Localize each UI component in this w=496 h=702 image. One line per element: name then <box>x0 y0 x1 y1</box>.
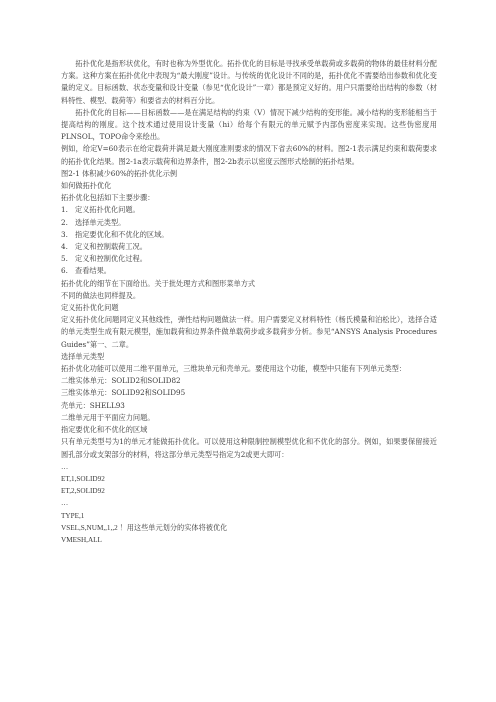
step-item: 1. 定义拓扑优化问题。 <box>61 205 140 215</box>
details-note-line-2: 不同的做法也同样提及。 <box>61 290 141 300</box>
document-page <box>61 58 437 546</box>
code-line: ET,1,SOLID92 <box>61 474 105 483</box>
step-item: 6. 查看结果。 <box>61 266 111 276</box>
step-item: 5. 定义和控制优化过程。 <box>61 254 147 264</box>
details-note-line-1: 拓扑优化的细节在下面给出。关于批处理方式和图形菜单方式 <box>61 278 256 288</box>
plane-stress-note: 二维单元用于平面应力问题。 <box>61 412 155 422</box>
section-heading-how-to: 如何做拓扑优化 <box>61 181 112 191</box>
code-line: VSEL,S,NUM,,1,,2 ！用这些单元划分的实体将被优化 <box>61 523 228 532</box>
step-item: 4. 定义和控制载荷工况。 <box>61 242 147 252</box>
element-list-item: 三维实体单元：SOLID92和SOLID95 <box>61 388 186 398</box>
steps-intro: 拓扑优化包括如下主要步骤： <box>61 193 155 203</box>
section-heading-element-type: 选择单元类型 <box>61 351 105 361</box>
objective-paragraph: 拓扑优化的目标——目标函数——是在满足结构的约束（V）情况下减少结构的变形能。减小结构的变形能相当于提高结构的刚度。这个技术通过使用设计变量（hi）给每个有限元的单元赋予内部伪密度来实现。这些伪密度用PLNSOL，TOPO命令来绘出。 <box>61 107 437 142</box>
code-line: … <box>61 462 69 471</box>
figure-caption: 图2-1 体积减少60%的拓扑优化示例 <box>61 168 178 178</box>
element-list-item: 壳单元：SHELL93 <box>61 400 125 410</box>
intro-paragraph: 拓扑优化是指形状优化，有时也称为外型优化。拓扑优化的目标是寻找承受单载荷或多载荷的物体的最佳材料分配方案。这种方案在拓扑优化中表现为“最大刚度”设计。与传统的优化设计不同的是，拓扑优化不需要给出参数和优化变量的定义。目标函数、状态变量和设计变量（参见“优化设计”一章）都是预定义好的。用户只需要给出结构的参数（材料特性、模型、载荷等）和要省去的材料百分比。 <box>61 59 437 105</box>
step-item: 3. 指定要优化和不优化的区域。 <box>61 229 169 239</box>
define-problem-paragraph: 定义拓扑优化问题同定义其他线性，弹性结构问题做法一样。用户需要定义材料特性（杨氏模量和泊松比），选择合适的单元类型生成有限元模型，施加载荷和边界条件做单载荷步或多载荷步分析。参见“ANSYS Analysis Procedures Guides”第一、二章。 <box>61 315 437 349</box>
example-paragraph: 例如，给定V=60表示在给定载荷并满足最大刚度准则要求的情况下省去60%的材料。图2-1表示满足约束和载荷要求的拓扑优化结果。图2-1a表示载荷和边界条件，图2-2b表示以密度云图形式绘制的拓扑结果。 <box>61 144 437 166</box>
code-line: TYPE,1 <box>61 511 85 520</box>
code-line: … <box>61 499 69 508</box>
code-line: ET,2,SOLID92 <box>61 487 105 496</box>
element-type-paragraph: 拓扑优化功能可以使用二维平面单元，三维块单元和壳单元。要使用这个功能，模型中只能有下列单元类型： <box>61 364 407 374</box>
region-paragraph: 只有单元类型号为1的单元才能做拓扑优化。可以使用这种限制控制模型优化和不优化的部分。例如，如果要保留接近圆孔部分或支架部分的材料，将这部分单元类型号指定为2或更大即可： <box>61 437 437 459</box>
element-list-item: 二维实体单元：SOLID2和SOLID82 <box>61 376 181 386</box>
step-item: 2. 选择单元类型。 <box>61 217 126 227</box>
code-line: VMESH,ALL <box>61 535 102 544</box>
section-heading-define-problem: 定义拓扑优化问题 <box>61 303 119 313</box>
section-heading-regions: 指定要优化和不优化的区域 <box>61 425 148 435</box>
